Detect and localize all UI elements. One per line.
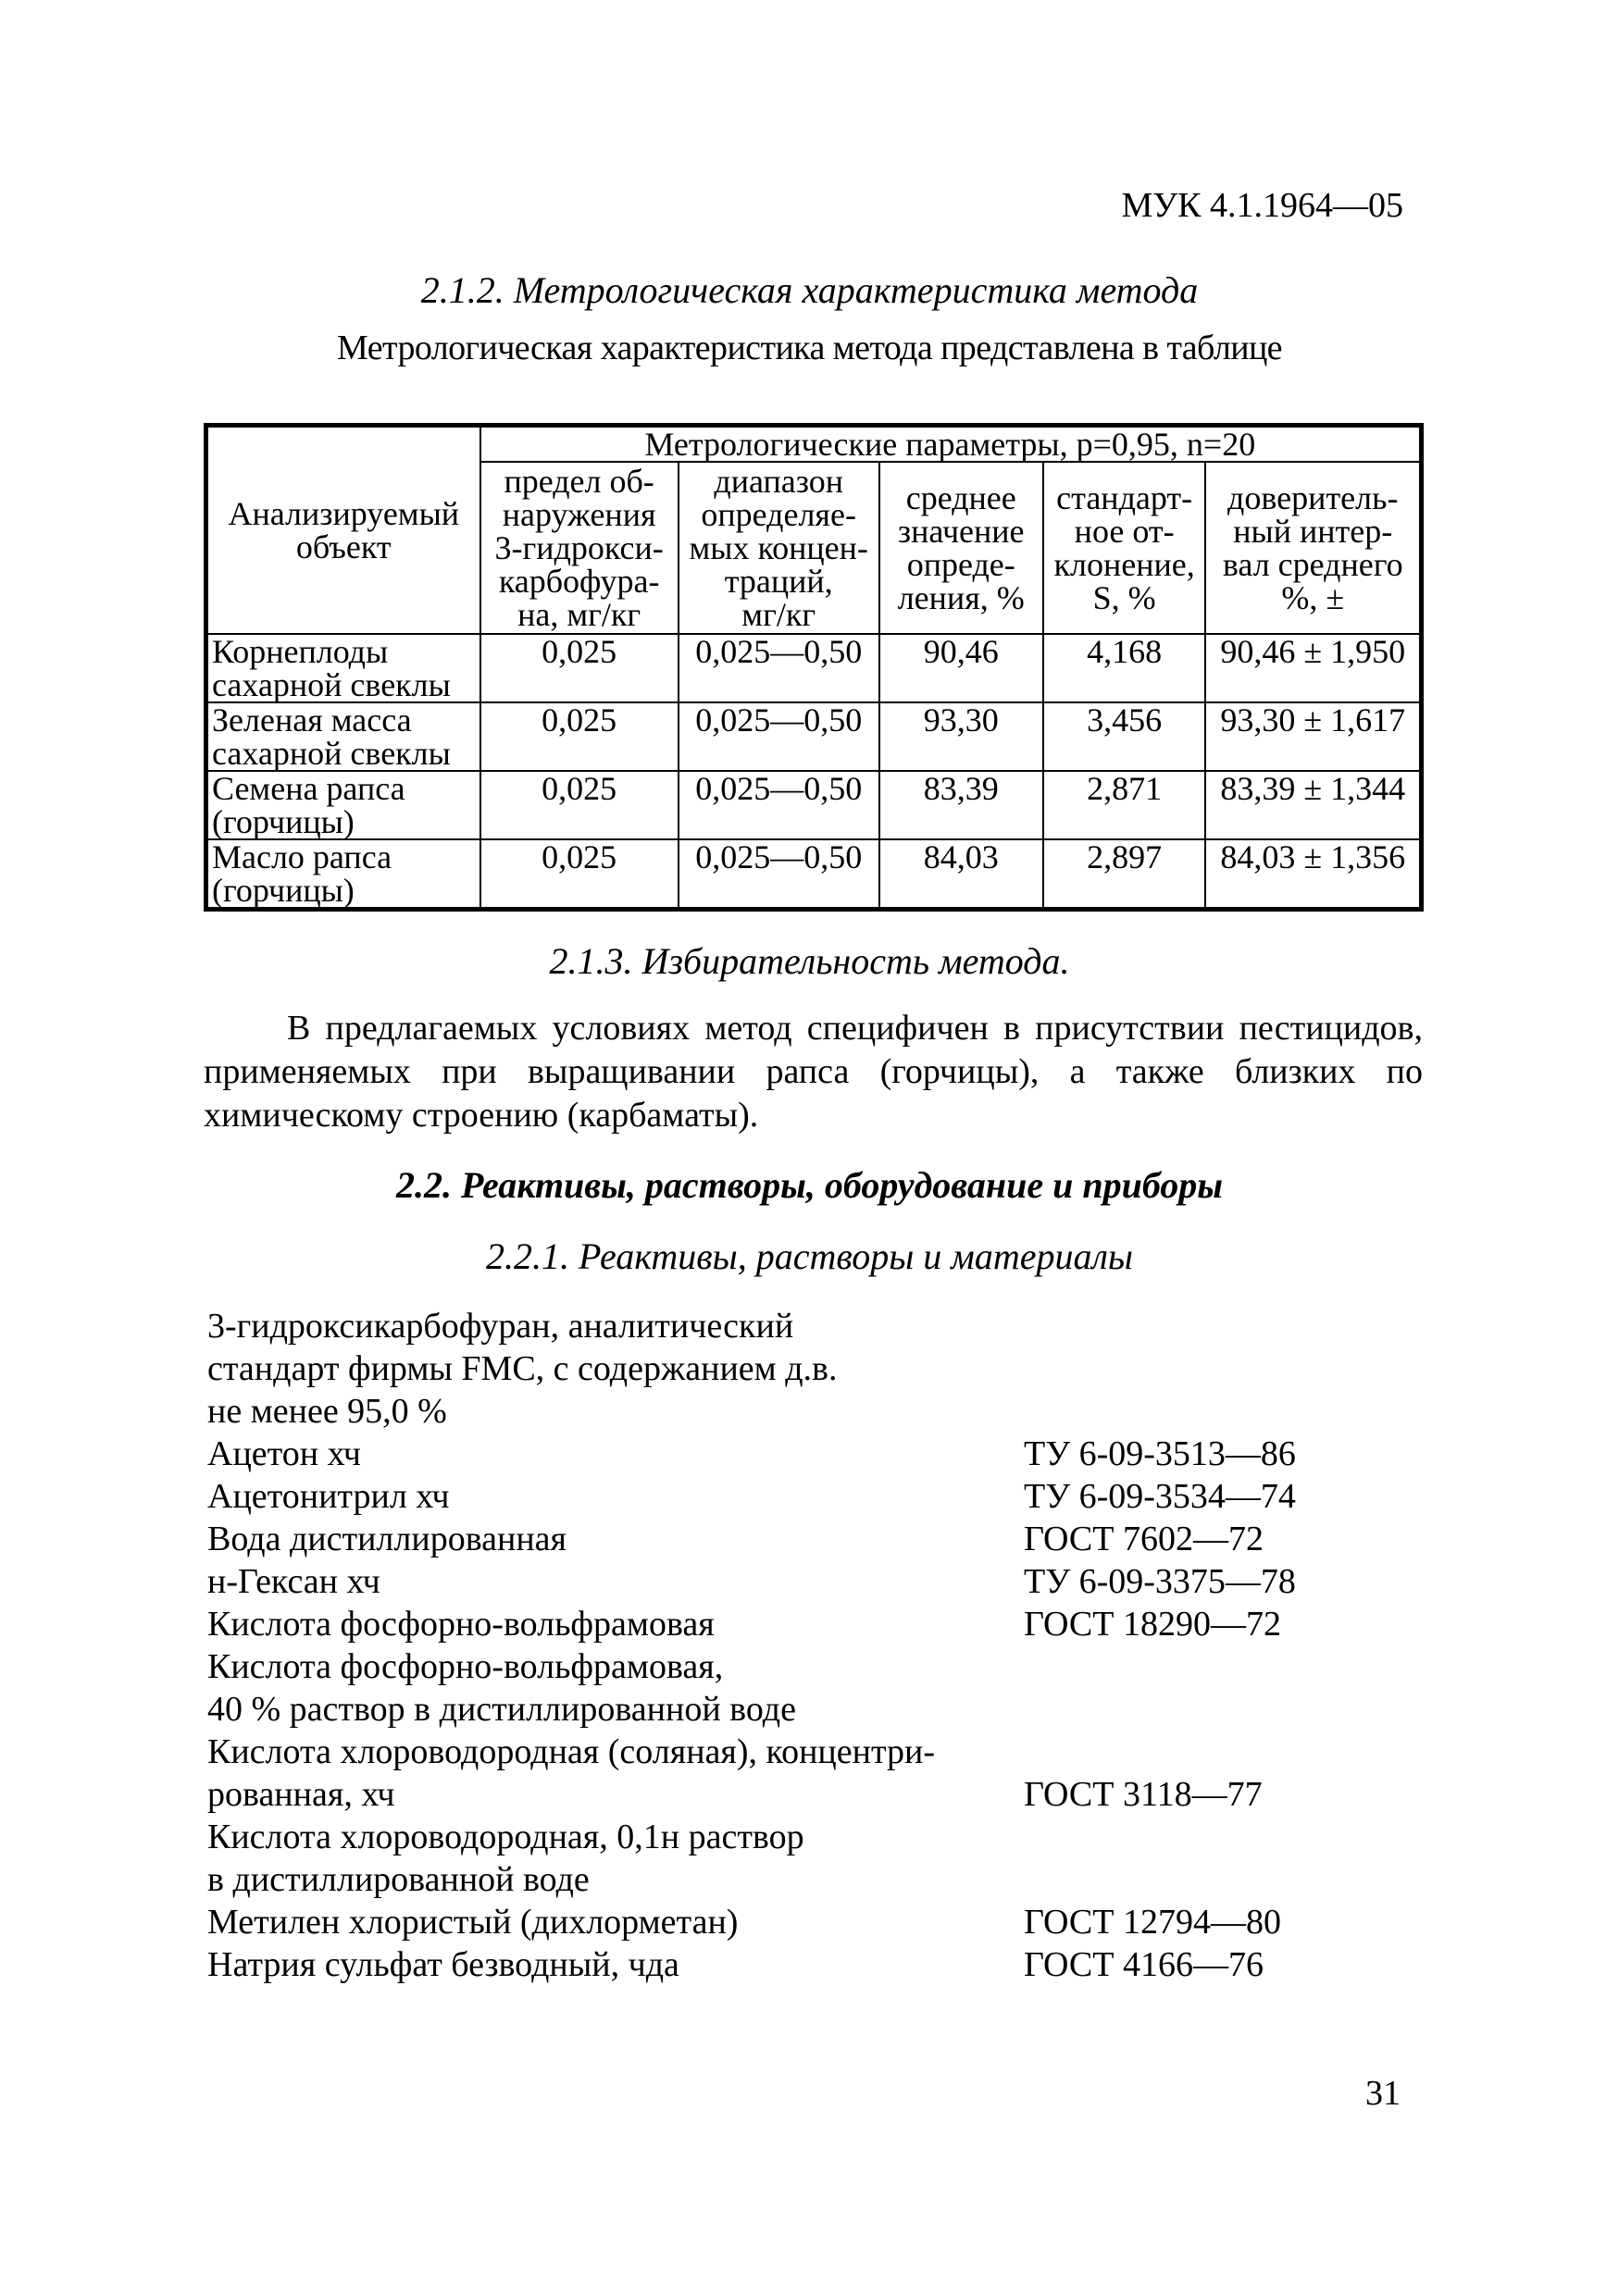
range-cell: 0,025—0,50: [679, 634, 879, 702]
reagent-name: Кислота хлороводородная (соляная), концентри-: [207, 1732, 936, 1771]
lod-cell: 0,025: [480, 771, 679, 839]
reagent-name: Метилен хлористый (дихлорметан): [207, 1903, 739, 1942]
column-header-range: [679, 462, 879, 634]
reagent-standard: ГОСТ 18290—72: [1024, 1605, 1281, 1644]
reagent-standard: ТУ 6-09-3375—78: [1024, 1562, 1296, 1601]
section-2-1-2-title: 2.1.2. Метрологическая характеристика метода: [420, 269, 1199, 311]
col-label: вал среднего: [1222, 546, 1403, 583]
col-label: 3-гидрокси-: [494, 529, 664, 566]
col-label: среднее: [905, 479, 1016, 516]
reagent-list: [207, 1305, 1411, 1986]
col-label: значение: [897, 513, 1025, 550]
col-label: клонение,: [1053, 546, 1195, 583]
col-label: наружения: [502, 496, 656, 533]
col-label: S, %: [1092, 579, 1156, 616]
col-label: диапазон: [714, 463, 843, 500]
reagent-row: [207, 1688, 1411, 1731]
col-label: ный интер-: [1233, 513, 1393, 550]
reagent-row: [207, 1816, 1411, 1858]
reagent-name: в дистиллированной воде: [207, 1860, 590, 1899]
ci-cell: 83,39 ± 1,344: [1205, 771, 1421, 839]
object-name-line: сахарной свеклы: [212, 666, 451, 703]
section-2-2-title: 2.2. Реактивы, растворы, оборудование и приборы: [395, 1164, 1224, 1206]
mean-cell: 93,30: [879, 702, 1043, 771]
object-header-text: Анализируемый объект: [228, 495, 460, 565]
object-name-line: (горчицы): [212, 803, 355, 840]
reagent-row: [207, 1901, 1411, 1943]
reagent-row: [207, 1560, 1411, 1603]
object-column-header: [206, 426, 480, 635]
reagent-name: не менее 95,0 %: [207, 1392, 447, 1431]
mean-cell: 90,46: [879, 634, 1043, 702]
table-row: [206, 702, 1422, 771]
object-cell: [206, 702, 480, 771]
reagent-name: Ацетонитрил хч: [207, 1477, 450, 1516]
reagent-standard: ГОСТ 4166—76: [1024, 1945, 1264, 1984]
reagent-row: [207, 1305, 1411, 1347]
col-label: ное от-: [1074, 513, 1175, 550]
sd-cell: 3,456: [1043, 702, 1206, 771]
object-cell: [206, 771, 480, 839]
reagent-name: 40 % раствор в дистиллированной воде: [207, 1690, 796, 1729]
mean-cell: 84,03: [879, 839, 1043, 910]
range-cell: 0,025—0,50: [679, 839, 879, 910]
column-header-sd: [1043, 462, 1206, 634]
column-header-lod: [480, 462, 679, 634]
reagent-standard: ГОСТ 12794—80: [1024, 1903, 1281, 1942]
reagent-standard: ГОСТ 7602—72: [1024, 1520, 1264, 1558]
reagent-row: [207, 1731, 1411, 1773]
object-name-line: Семена рапса: [212, 770, 405, 807]
reagent-name: Кислота фосфорно-вольфрамовая,: [207, 1647, 724, 1686]
col-label: предел об-: [504, 463, 654, 500]
reagent-row: [207, 1645, 1411, 1688]
reagent-name: Кислота хлороводородная, 0,1н раствор: [207, 1818, 804, 1856]
reagent-row: [207, 1475, 1411, 1518]
reagent-name: Кислота фосфорно-вольфрамовая: [207, 1605, 715, 1644]
reagent-name: стандарт фирмы FMC, с содержанием д.в.: [207, 1349, 838, 1388]
reagent-row: [207, 1858, 1411, 1901]
reagent-name: н-Гексан хч: [207, 1562, 380, 1601]
col-label: доверитель-: [1227, 479, 1399, 516]
reagent-name: 3-гидроксикарбофуран, аналитический: [207, 1307, 794, 1346]
range-cell: 0,025—0,50: [679, 771, 879, 839]
range-cell: 0,025—0,50: [679, 702, 879, 771]
column-header-ci: [1205, 462, 1421, 634]
reagent-standard: ТУ 6-09-3513—86: [1024, 1434, 1296, 1473]
section-2-1-3-title: 2.1.3. Избирательность метода.: [549, 940, 1070, 982]
group-header: Метрологические параметры, р=0,95, n=20: [480, 426, 1422, 463]
mean-cell: 83,39: [879, 771, 1043, 839]
lod-cell: 0,025: [480, 702, 679, 771]
object-name-line: Корнеплоды: [212, 633, 389, 670]
col-label: траций,: [724, 563, 833, 600]
sd-cell: 2,897: [1043, 839, 1206, 910]
reagent-standard: ГОСТ 3118—77: [1024, 1775, 1263, 1814]
reagent-name: рованная, хч: [207, 1775, 395, 1814]
table-intro-text: Метрологическая характеристика метода представлена в таблице: [337, 329, 1282, 367]
col-label: опреде-: [906, 546, 1015, 583]
reagent-row: [207, 1347, 1411, 1390]
object-cell: [206, 634, 480, 702]
lod-cell: 0,025: [480, 839, 679, 910]
section-2-2-1-title: 2.2.1. Реактивы, растворы и материалы: [485, 1235, 1133, 1277]
col-label: стандарт-: [1056, 479, 1193, 516]
reagent-name: Вода дистиллированная: [207, 1520, 567, 1558]
reagent-row: [207, 1390, 1411, 1433]
sd-cell: 2,871: [1043, 771, 1206, 839]
col-label: ления, %: [897, 579, 1025, 616]
reagent-name: Натрия сульфат безводный, чда: [207, 1945, 679, 1984]
selectivity-paragraph: В предлагаемых условиях метод специфичен в присутствии пестицидов, применяемых при выращивании рапса (горчицы), а также близких по химическому строению (карбаматы).: [204, 1009, 1423, 1135]
col-label: карбофура-: [498, 563, 660, 600]
col-label: %, ±: [1281, 579, 1345, 616]
page-number: 31: [1365, 2074, 1401, 2113]
reagent-row: [207, 1603, 1411, 1645]
reagent-name: Ацетон хч: [207, 1434, 361, 1473]
reagent-standard: ТУ 6-09-3534—74: [1024, 1477, 1296, 1516]
col-label: на, мг/кг: [517, 596, 641, 633]
table-row: [206, 771, 1422, 839]
column-header-mean: [879, 462, 1043, 634]
lod-cell: 0,025: [480, 634, 679, 702]
object-name-line: Масло рапса: [212, 838, 392, 875]
table-row: [206, 634, 1422, 702]
reagent-row: [207, 1773, 1411, 1816]
reagent-row: [207, 1433, 1411, 1475]
table-header-row: [206, 426, 1422, 463]
ci-cell: 93,30 ± 1,617: [1205, 702, 1421, 771]
col-label: мг/кг: [741, 596, 816, 633]
object-name-line: (горчицы): [212, 872, 355, 909]
document-code: МУК 4.1.1964—05: [1121, 186, 1403, 225]
sd-cell: 4,168: [1043, 634, 1206, 702]
col-label: мых концен-: [689, 529, 868, 566]
object-name-line: сахарной свеклы: [212, 735, 451, 772]
ci-cell: 90,46 ± 1,950: [1205, 634, 1421, 702]
table-row: [206, 839, 1422, 910]
reagent-row: [207, 1518, 1411, 1560]
col-label: определяе-: [701, 496, 856, 533]
metrology-table: [204, 423, 1424, 912]
object-name-line: Зеленая масса: [212, 701, 412, 738]
object-cell: [206, 839, 480, 910]
ci-cell: 84,03 ± 1,356: [1205, 839, 1421, 910]
reagent-row: [207, 1943, 1411, 1986]
